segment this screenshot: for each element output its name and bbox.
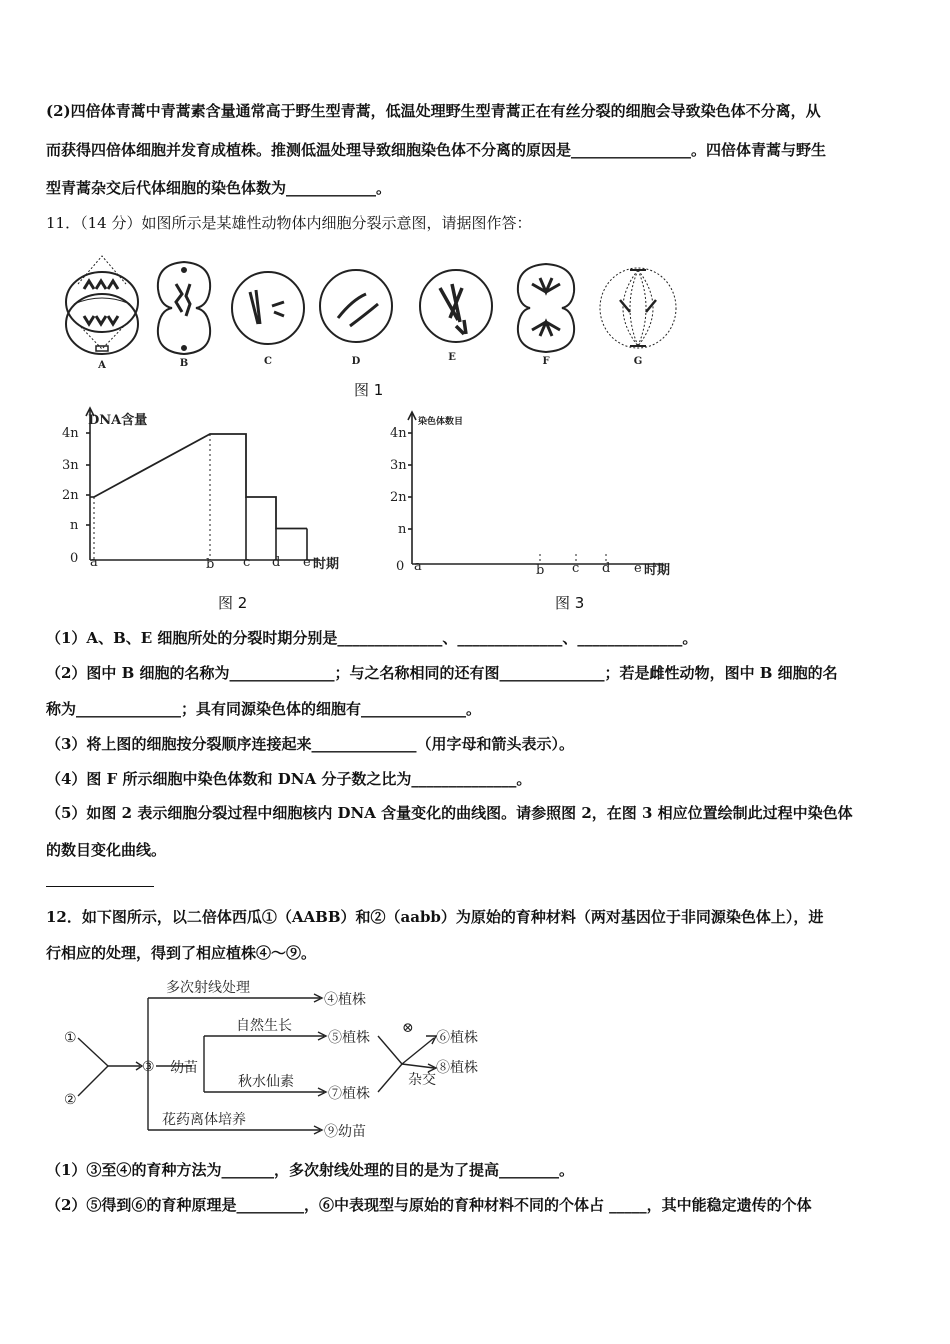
fig3-xtick-b: b bbox=[536, 563, 545, 578]
fig3-ytick-2n: 2n bbox=[390, 490, 407, 505]
fig2-ytick-4n: 4n bbox=[62, 426, 79, 441]
cell-label-g: G bbox=[633, 356, 643, 367]
fig2-xtick-e: e bbox=[303, 555, 311, 570]
fig3-xlabel: 时期 bbox=[644, 563, 671, 578]
fig2-xlabel: 时期 bbox=[313, 557, 340, 572]
node-3: ③ bbox=[142, 1059, 155, 1075]
node-6: ⑥植株 bbox=[436, 1030, 478, 1046]
cell-label-c: C bbox=[264, 356, 272, 367]
cell-g bbox=[600, 268, 676, 348]
fig2-ytick-3n: 3n bbox=[62, 458, 79, 473]
q11-subq-5a: （5）如图 2 表示细胞分裂过程中细胞核内 DNA 含量变化的曲线图。请参照图 2，在图 3 相应位置绘制此过程中染色体 bbox=[46, 804, 853, 822]
figure-3-caption: 图 3 bbox=[555, 594, 585, 612]
node-1: ① bbox=[64, 1030, 77, 1046]
fig3-xtick-a: a bbox=[414, 559, 422, 574]
figure-3-chromosome-chart bbox=[392, 404, 692, 584]
fig3-xtick-e: e bbox=[634, 561, 642, 576]
q12-intro-1: 12．如下图所示，以二倍体西瓜①（AABB）和②（aabb）为原始的育种材料（两对基因位于非同源染色体上），进 bbox=[46, 908, 824, 926]
cell-d bbox=[320, 270, 392, 342]
fig2-xtick-b: b bbox=[206, 557, 215, 572]
cell-label-f: F bbox=[542, 356, 550, 367]
label-anther-culture: 花药离体培养 bbox=[162, 1112, 246, 1128]
fig3-ylabel: 染色体数目 bbox=[418, 417, 464, 427]
figure-2-dna-chart bbox=[60, 400, 360, 580]
q11-intro: 11．（14 分）如图所示是某雄性动物体内细胞分裂示意图，请据图作答： bbox=[46, 214, 532, 232]
q11-subq-3: （3）将上图的细胞按分裂顺序连接起来______________（用字母和箭头表示）。 bbox=[46, 735, 574, 753]
cross-label: 杂交 bbox=[408, 1072, 436, 1088]
node-7: ⑦植株 bbox=[328, 1086, 370, 1102]
fig3-xtick-d: d bbox=[602, 561, 611, 576]
cell-f bbox=[518, 264, 574, 352]
fig2-dna-series-line bbox=[94, 434, 307, 529]
cell-a bbox=[66, 256, 138, 354]
fig3-ytick-n: n bbox=[398, 522, 407, 537]
fig2-ytick-n: n bbox=[70, 518, 79, 533]
q10-line-1: (2)四倍体青蒿中青蒿素含量通常高于野生型青蒿，低温处理野生型青蒿正在有丝分裂的细胞会导致染色体不分离，从 bbox=[46, 102, 821, 120]
label-colchicine: 秋水仙素 bbox=[238, 1074, 294, 1090]
seedling-label: 幼苗 bbox=[170, 1060, 198, 1076]
q11-subq-2a: （2）图中 B 细胞的名称为______________；与之名称相同的还有图______________；若是雌性动物，图中 B 细胞的名 bbox=[46, 664, 838, 682]
figure-1-caption: 图 1 bbox=[354, 381, 384, 399]
selfing-symbol: ⊗ bbox=[402, 1020, 414, 1036]
node-4: ④植株 bbox=[324, 992, 366, 1008]
q12-subq-2: （2）⑤得到⑥的育种原理是_________，⑥中表现型与原始的育种材料不同的个体占 _____，其中能稳定遗传的个体 bbox=[46, 1196, 812, 1214]
cell-label-b: B bbox=[179, 358, 189, 369]
cell-label-e: E bbox=[448, 352, 456, 363]
cell-c bbox=[232, 272, 304, 344]
fig2-xtick-a: a bbox=[90, 555, 98, 570]
cell-e bbox=[420, 270, 492, 342]
q11-subq-1: （1）A、B、E 细胞所处的分裂时期分别是______________、______________、______________。 bbox=[46, 629, 698, 647]
section-divider bbox=[46, 886, 154, 887]
figure-2-caption: 图 2 bbox=[218, 594, 248, 612]
fig3-xtick-c: c bbox=[572, 561, 580, 576]
q12-intro-2: 行相应的处理，得到了相应植株④～⑨。 bbox=[46, 944, 317, 962]
label-radiation: 多次射线处理 bbox=[166, 980, 250, 996]
label-natural-growth: 自然生长 bbox=[236, 1018, 292, 1034]
cell-b bbox=[158, 262, 210, 354]
q11-subq-4: （4）图 F 所示细胞中染色体数和 DNA 分子数之比为______________。 bbox=[46, 770, 532, 788]
q10-line-2: 而获得四倍体细胞并发育成植株。推测低温处理导致细胞染色体不分离的原因是________________。四倍体青蒿与野生 bbox=[46, 141, 827, 159]
fig2-ytick-2n: 2n bbox=[62, 488, 79, 503]
q11-subq-2b: 称为______________；具有同源染色体的细胞有______________。 bbox=[46, 700, 482, 718]
breeding-diagram bbox=[56, 974, 516, 1146]
fig3-ytick-0: 0 bbox=[396, 559, 405, 574]
q11-subq-5b: 的数目变化曲线。 bbox=[46, 841, 167, 859]
node-5: ⑤植株 bbox=[328, 1030, 370, 1046]
fig3-ytick-3n: 3n bbox=[390, 458, 407, 473]
fig2-ylabel: DNA含量 bbox=[88, 413, 148, 428]
node-2: ② bbox=[64, 1092, 77, 1108]
node-8: ⑧植株 bbox=[436, 1060, 478, 1076]
cell-label-a: A bbox=[98, 360, 106, 371]
fig2-xtick-d: d bbox=[272, 555, 281, 570]
q12-subq-1: （1）③至④的育种方法为_______，多次射线处理的目的是为了提高________。 bbox=[46, 1161, 574, 1179]
q10-line-3: 型青蒿杂交后代体细胞的染色体数为____________。 bbox=[46, 179, 392, 197]
cell-label-d: D bbox=[351, 356, 361, 367]
fig3-ytick-4n: 4n bbox=[390, 426, 407, 441]
fig2-xtick-c: c bbox=[243, 555, 251, 570]
figure-1-cell-diagrams bbox=[60, 244, 690, 372]
node-9: ⑨幼苗 bbox=[324, 1124, 366, 1140]
fig2-ytick-0: 0 bbox=[70, 551, 79, 566]
